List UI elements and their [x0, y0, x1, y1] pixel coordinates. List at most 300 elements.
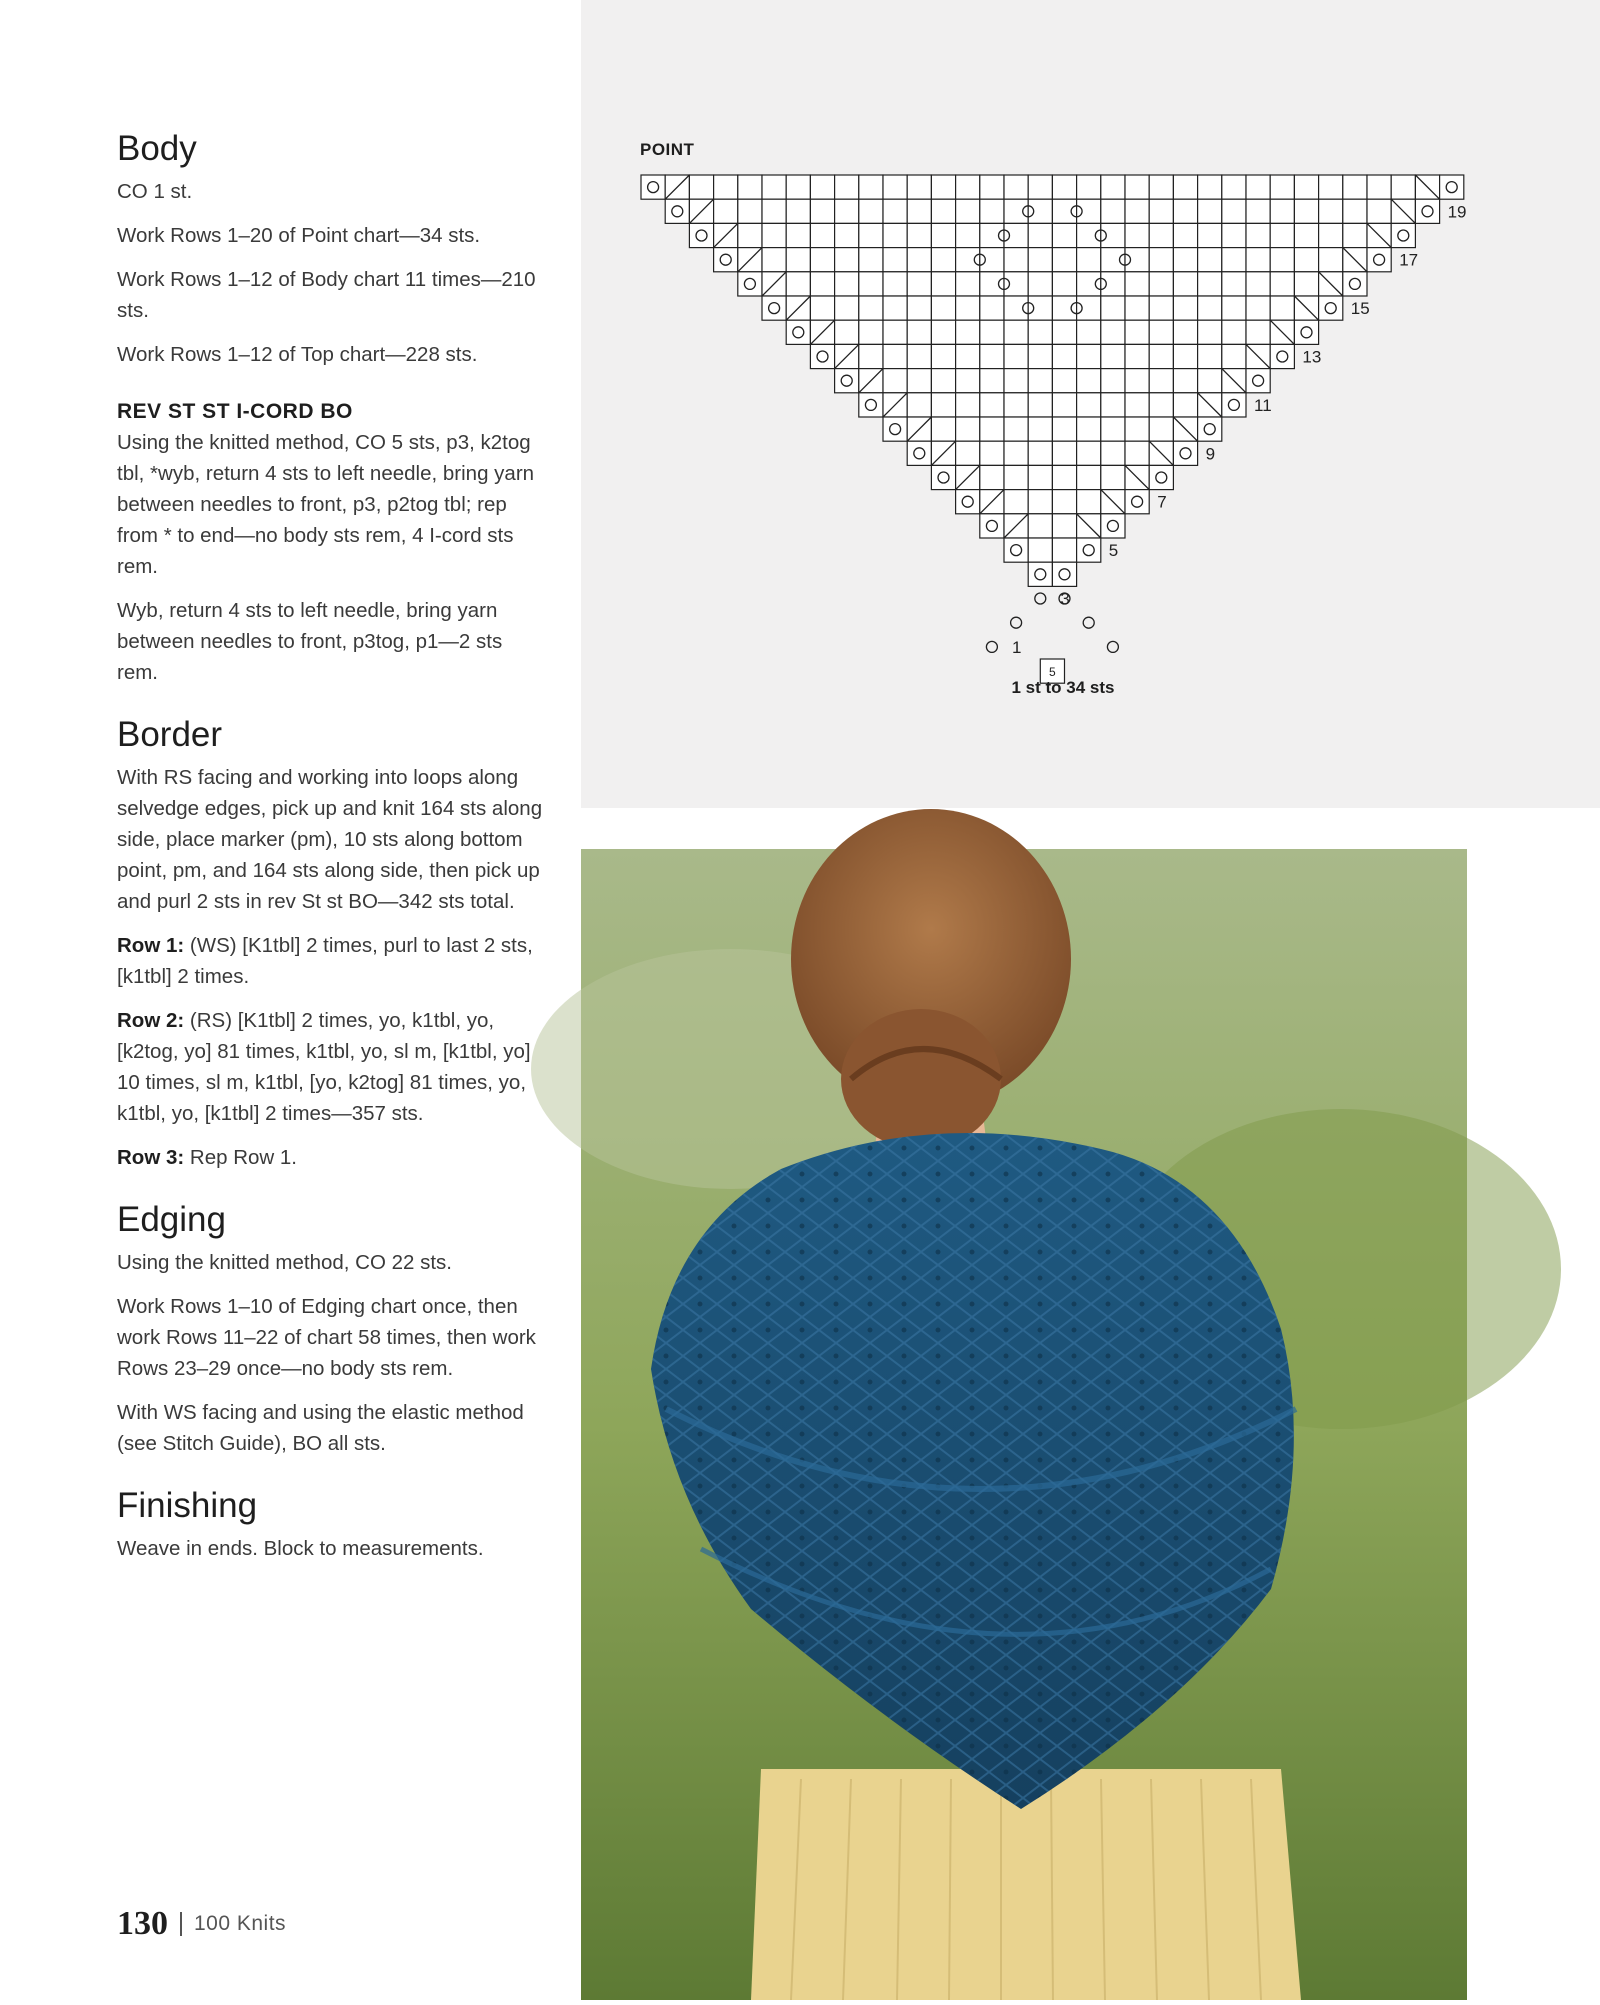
chart-cell	[1077, 320, 1101, 344]
chart-cell	[1004, 344, 1028, 368]
chart-cell	[835, 272, 859, 296]
yo-symbol	[1107, 641, 1118, 652]
chart-grid	[641, 175, 1464, 683]
chart-cell	[1052, 344, 1076, 368]
chart-cell	[1028, 441, 1052, 465]
chart-cell	[1052, 199, 1076, 223]
chart-cell	[1222, 248, 1246, 272]
yo-symbol	[986, 641, 997, 652]
chart-cell	[859, 248, 883, 272]
chart-cell	[810, 272, 834, 296]
chart-cell	[1319, 296, 1343, 320]
chart-cell	[1173, 441, 1197, 465]
chart-cell	[1101, 369, 1125, 393]
chart-cell	[1173, 344, 1197, 368]
chart-cell	[980, 248, 1004, 272]
chart-cell	[1173, 320, 1197, 344]
chart-cell	[1198, 272, 1222, 296]
edging-paragraph: Using the knitted method, CO 22 sts.	[117, 1251, 452, 1275]
chart-cell	[1101, 296, 1125, 320]
chart-cell	[1198, 248, 1222, 272]
chart-cell	[956, 272, 980, 296]
chart-cell	[1028, 538, 1052, 562]
chart-cell	[883, 248, 907, 272]
chart-cell	[738, 223, 762, 247]
chart-cell	[1367, 175, 1391, 199]
chart-cell	[714, 175, 738, 199]
chart-cell	[835, 320, 859, 344]
chart-cell	[1270, 223, 1294, 247]
chart-cell	[1028, 465, 1052, 489]
chart-cell	[1198, 417, 1222, 441]
chart-cell	[1077, 465, 1101, 489]
chart-cell	[883, 369, 907, 393]
chart-cell	[883, 199, 907, 223]
chart-cell	[1415, 199, 1439, 223]
icord-paragraph: Wyb, return 4 sts to left needle, bring yarn between needles to front, p3tog, p1—2 sts rem.	[117, 599, 503, 685]
chart-cell	[1077, 296, 1101, 320]
chart-cell	[1028, 199, 1052, 223]
chart-cell	[1052, 369, 1076, 393]
chart-cell	[1149, 320, 1173, 344]
chart-cell	[883, 417, 907, 441]
chart-cell	[1270, 344, 1294, 368]
chart-cell	[1101, 199, 1125, 223]
edging-heading: Edging	[117, 1200, 226, 1240]
chart-cell	[1198, 320, 1222, 344]
chart-cell	[1028, 175, 1052, 199]
chart-cell	[738, 199, 762, 223]
chart-cell	[1198, 296, 1222, 320]
row-label: Row 2:	[117, 1009, 185, 1033]
chart-cell	[1028, 320, 1052, 344]
chart-cell	[1294, 175, 1318, 199]
chart-cell	[1101, 514, 1125, 538]
chart-cell	[907, 296, 931, 320]
chart-cell	[859, 296, 883, 320]
chart-cell	[980, 514, 1004, 538]
chart-cell	[1173, 296, 1197, 320]
chart-cell	[1270, 175, 1294, 199]
chart-cell	[1173, 393, 1197, 417]
border-intro: With RS facing and working into loops along selvedge edges, pick up and knit 164 sts along side, place marker (pm), 10 sts along bottom point, pm, and 164 sts along side, then pick up and purl 2 sts in rev St st BO—342 sts total.	[117, 766, 543, 914]
chart-cell	[786, 175, 810, 199]
chart-cell	[1246, 248, 1270, 272]
chart-cell	[1149, 248, 1173, 272]
footer-divider	[180, 1912, 182, 1936]
chart-cell	[1294, 223, 1318, 247]
row-number-label: 9	[1205, 444, 1216, 464]
chart-cell	[1077, 248, 1101, 272]
chart-cell	[1391, 175, 1415, 199]
chart-cell	[931, 417, 955, 441]
chart-cell	[1004, 248, 1028, 272]
chart-cell	[1222, 272, 1246, 296]
yo-symbol	[1035, 593, 1046, 604]
chart-cell	[956, 320, 980, 344]
chart-cell	[1052, 465, 1076, 489]
chart-cell	[1149, 272, 1173, 296]
chart-cell	[883, 272, 907, 296]
chart-cell	[1367, 199, 1391, 223]
chart-cell	[956, 441, 980, 465]
chart-cell	[786, 199, 810, 223]
photo-illustration	[581, 849, 1467, 2000]
finishing-heading: Finishing	[117, 1486, 258, 1526]
chart-cell	[1270, 272, 1294, 296]
chart-cell	[931, 393, 955, 417]
chart-cell	[1173, 199, 1197, 223]
chart-cell	[907, 223, 931, 247]
page-number: 130	[117, 1905, 168, 1942]
chart-cell	[980, 369, 1004, 393]
chart-cell	[859, 320, 883, 344]
chart-cell	[883, 320, 907, 344]
chart-cell	[956, 175, 980, 199]
chart-cell	[1052, 538, 1076, 562]
chart-cell	[1004, 393, 1028, 417]
chart-cell	[810, 296, 834, 320]
chart-cell	[1028, 417, 1052, 441]
chart-cell	[883, 175, 907, 199]
chart-cell	[980, 465, 1004, 489]
chart-cell	[1246, 199, 1270, 223]
chart-cell	[1077, 199, 1101, 223]
chart-cell	[931, 175, 955, 199]
chart-cell	[956, 223, 980, 247]
chart-cell	[1052, 223, 1076, 247]
chart-cell	[1004, 369, 1028, 393]
chart-cell	[1052, 248, 1076, 272]
instructions-column	[117, 128, 547, 1588]
chart-cell	[1294, 248, 1318, 272]
chart-cell	[1101, 417, 1125, 441]
chart-cell	[1125, 320, 1149, 344]
chart-cell	[1101, 441, 1125, 465]
chart-cell	[931, 465, 955, 489]
chart-cell	[956, 248, 980, 272]
chart-cell	[1028, 393, 1052, 417]
chart-cell	[980, 417, 1004, 441]
chart-cell	[1319, 223, 1343, 247]
chart-cell	[1028, 344, 1052, 368]
chart-cell	[907, 175, 931, 199]
chart-cell	[1125, 272, 1149, 296]
chart-cell	[762, 175, 786, 199]
icord-heading: REV ST ST I-CORD BO	[117, 400, 353, 423]
body-section	[117, 128, 547, 370]
chart-cell	[1125, 369, 1149, 393]
icord-paragraph: Using the knitted method, CO 5 sts, p3, k2tog tbl, *wyb, return 4 sts to left needle, bring yarn between needles to front, p3, p2tog tbl; rep from * to end—no body sts rem, 4 I-cord sts rem.	[117, 431, 535, 579]
row-number-label: 1	[1012, 637, 1022, 657]
border-heading: Border	[117, 715, 223, 755]
chart-cell	[1101, 320, 1125, 344]
chart-cell	[1198, 369, 1222, 393]
chart-cell	[1173, 223, 1197, 247]
chart-cell	[883, 296, 907, 320]
shawl-photo	[581, 849, 1467, 2000]
chart-cell	[738, 272, 762, 296]
body-paragraph: Work Rows 1–20 of Point chart—34 sts.	[117, 224, 481, 247]
chart-cell	[810, 223, 834, 247]
chart-cell	[1052, 490, 1076, 514]
chart-cell	[1198, 344, 1222, 368]
chart-cell	[956, 369, 980, 393]
chart-cell	[1440, 175, 1464, 199]
chart-cell	[1149, 369, 1173, 393]
chart-cell	[1222, 344, 1246, 368]
row-number-label: 15	[1350, 299, 1370, 319]
chart-cell	[689, 223, 713, 247]
chart-cell	[956, 417, 980, 441]
chart-cell	[1294, 199, 1318, 223]
chart-cell	[1198, 175, 1222, 199]
row-number-label: 3	[1060, 589, 1070, 609]
chart-cell	[762, 223, 786, 247]
chart-cell	[980, 393, 1004, 417]
chart-cell	[931, 320, 955, 344]
chart-cell	[1319, 199, 1343, 223]
chart-cell	[786, 248, 810, 272]
chart-cell	[1004, 417, 1028, 441]
chart-cell	[1246, 369, 1270, 393]
chart-cell	[1222, 199, 1246, 223]
chart-cell	[1367, 248, 1391, 272]
row-number-label: 5	[1108, 541, 1119, 561]
chart-cell	[1294, 320, 1318, 344]
chart-cell	[1125, 199, 1149, 223]
chart-cell	[907, 369, 931, 393]
chart-cell	[1343, 175, 1367, 199]
chart-title: POINT	[640, 140, 695, 159]
chart-cell	[1004, 538, 1028, 562]
chart-cell	[762, 296, 786, 320]
chart-cell	[907, 344, 931, 368]
border-section	[117, 714, 547, 1173]
chart-cell	[883, 223, 907, 247]
chart-cell	[1028, 272, 1052, 296]
chart-cell	[1077, 272, 1101, 296]
chart-cell	[1198, 223, 1222, 247]
chart-cell	[1149, 175, 1173, 199]
chart-cell	[931, 296, 955, 320]
yo-symbol	[1083, 617, 1094, 628]
chart-cell	[1125, 490, 1149, 514]
row-number-label: 13	[1302, 347, 1322, 367]
chart-cell	[1270, 248, 1294, 272]
chart-cell	[1270, 199, 1294, 223]
chart-cell	[1077, 538, 1101, 562]
edging-section	[117, 1199, 547, 1459]
row-number-label: 17	[1399, 250, 1419, 270]
row-number-label: 7	[1157, 492, 1167, 512]
chart-cell	[1101, 344, 1125, 368]
chart-cell	[1004, 175, 1028, 199]
chart-cell	[1101, 393, 1125, 417]
chart-cell	[1222, 320, 1246, 344]
chart-cell	[1004, 441, 1028, 465]
chart-cell	[1222, 393, 1246, 417]
chart-cell	[1004, 199, 1028, 223]
chart-cell	[762, 248, 786, 272]
row-label: Row 1:	[117, 934, 185, 958]
chart-cell	[1004, 465, 1028, 489]
finishing-section	[117, 1485, 547, 1564]
chart-cell	[810, 175, 834, 199]
chart-cell	[859, 199, 883, 223]
chart-cell	[1149, 344, 1173, 368]
chart-cell	[931, 199, 955, 223]
chart-cell	[1052, 393, 1076, 417]
chart-cell	[1077, 417, 1101, 441]
chart-cell	[1246, 175, 1270, 199]
chart-cell	[1149, 465, 1173, 489]
body-heading: Body	[117, 129, 197, 168]
chart-cell	[1149, 223, 1173, 247]
edging-paragraph: Work Rows 1–10 of Edging chart once, then work Rows 11–22 of chart 58 times, then work Rows 23–29 once—no body sts rem.	[117, 1295, 536, 1381]
chart-cell	[1173, 248, 1197, 272]
chart-cell	[1173, 175, 1197, 199]
chart-cell	[1125, 248, 1149, 272]
edging-paragraph: With WS facing and using the elastic method (see Stitch Guide), BO all sts.	[117, 1401, 524, 1456]
chart-cell	[1125, 441, 1149, 465]
chart-cell	[1125, 344, 1149, 368]
chart-cell	[931, 248, 955, 272]
chart-cell	[1319, 175, 1343, 199]
chart-cell	[1052, 417, 1076, 441]
chart-cell	[835, 248, 859, 272]
chart-cell	[980, 344, 1004, 368]
chart-cell	[1004, 223, 1028, 247]
chart-cell	[738, 175, 762, 199]
point-chart	[581, 150, 1600, 680]
chart-cell	[1149, 296, 1173, 320]
chart-cell	[1052, 320, 1076, 344]
chart-cell	[859, 272, 883, 296]
chart-cell	[1222, 175, 1246, 199]
chart-cell	[980, 296, 1004, 320]
chart-cell	[956, 393, 980, 417]
chart-caption: 1 st to 34 sts	[1011, 678, 1115, 697]
chart-cell	[1004, 296, 1028, 320]
chart-cell	[1101, 248, 1125, 272]
chart-cell	[1077, 223, 1101, 247]
chart-cell	[1222, 223, 1246, 247]
chart-cell	[1052, 175, 1076, 199]
chart-cell	[1077, 490, 1101, 514]
book-title: 100 Knits	[194, 1912, 287, 1935]
chart-cell	[786, 272, 810, 296]
chart-cell	[1173, 369, 1197, 393]
chart-cell	[1125, 417, 1149, 441]
chart-cell	[835, 369, 859, 393]
chart-cell	[980, 199, 1004, 223]
row-text: Rep Row 1.	[184, 1146, 298, 1170]
chart-cell	[980, 320, 1004, 344]
chart-cell	[956, 296, 980, 320]
chart-cell	[810, 344, 834, 368]
chart-cell	[907, 199, 931, 223]
body-paragraph: Work Rows 1–12 of Body chart 11 times—210 sts.	[117, 268, 536, 322]
chart-cell	[1343, 272, 1367, 296]
chart-cell	[931, 223, 955, 247]
chart-cell	[1052, 441, 1076, 465]
chart-cell	[980, 223, 1004, 247]
chart-cell	[859, 393, 883, 417]
body-paragraph: Work Rows 1–12 of Top chart—228 sts.	[117, 343, 478, 366]
chart-cell	[1173, 272, 1197, 296]
chart-cell	[1077, 344, 1101, 368]
chart-cell	[1052, 514, 1076, 538]
chart-cell	[1198, 199, 1222, 223]
chart-cell	[1149, 199, 1173, 223]
chart-cell	[1149, 393, 1173, 417]
chart-cell	[1125, 296, 1149, 320]
border-row-2	[117, 1005, 547, 1129]
chart-cell	[835, 223, 859, 247]
chart-cell	[1246, 272, 1270, 296]
page-footer	[117, 1905, 286, 1943]
chart-cell	[1101, 272, 1125, 296]
chart-cell	[1343, 199, 1367, 223]
chart-cell	[762, 199, 786, 223]
chart-cell	[1246, 320, 1270, 344]
chart-cell	[641, 175, 665, 199]
bottom-stitch-label: 5	[1049, 665, 1056, 680]
chart-cell	[1052, 296, 1076, 320]
row-text: (WS) [K1tbl] 2 times, purl to last 2 sts, [k1tbl] 2 times.	[117, 934, 533, 989]
border-row-3	[117, 1142, 547, 1173]
chart-cell	[1125, 393, 1149, 417]
chart-cell	[1246, 296, 1270, 320]
icord-section	[117, 398, 547, 688]
chart-cell	[1077, 369, 1101, 393]
row-text: (RS) [K1tbl] 2 times, yo, k1tbl, yo, [k2tog, yo] 81 times, k1tbl, yo, sl m, [k1tbl, yo] 10 times, sl m, k1tbl, [yo, k2tog] 81 times, yo, k1tbl, yo, [k1tbl] 2 times—357 sts.	[117, 1009, 531, 1126]
chart-cell	[980, 441, 1004, 465]
chart-cell	[1028, 369, 1052, 393]
row-number-label: 11	[1254, 395, 1272, 415]
chart-cell	[1101, 175, 1125, 199]
chart-cell	[786, 223, 810, 247]
chart-cell	[1028, 514, 1052, 538]
chart-cell	[1391, 223, 1415, 247]
chart-cell	[786, 320, 810, 344]
row-number-label: 19	[1447, 202, 1467, 222]
chart-cell	[883, 344, 907, 368]
chart-cell	[1004, 490, 1028, 514]
yo-symbol	[1011, 617, 1022, 628]
chart-cell	[907, 441, 931, 465]
chart-cell	[1077, 175, 1101, 199]
chart-cell	[1077, 441, 1101, 465]
chart-cell	[1294, 272, 1318, 296]
row-label: Row 3:	[117, 1146, 185, 1170]
chart-cell	[907, 320, 931, 344]
chart-cell	[810, 248, 834, 272]
chart-cell	[1052, 562, 1076, 586]
chart-cell	[714, 199, 738, 223]
chart-cell	[907, 248, 931, 272]
chart-cell	[1246, 223, 1270, 247]
chart-cell	[907, 272, 931, 296]
chart-cell	[1028, 296, 1052, 320]
chart-cell	[689, 175, 713, 199]
chart-cell	[1052, 272, 1076, 296]
chart-cell	[1125, 175, 1149, 199]
chart-cell	[810, 199, 834, 223]
chart-cell	[931, 369, 955, 393]
chart-cell	[835, 175, 859, 199]
